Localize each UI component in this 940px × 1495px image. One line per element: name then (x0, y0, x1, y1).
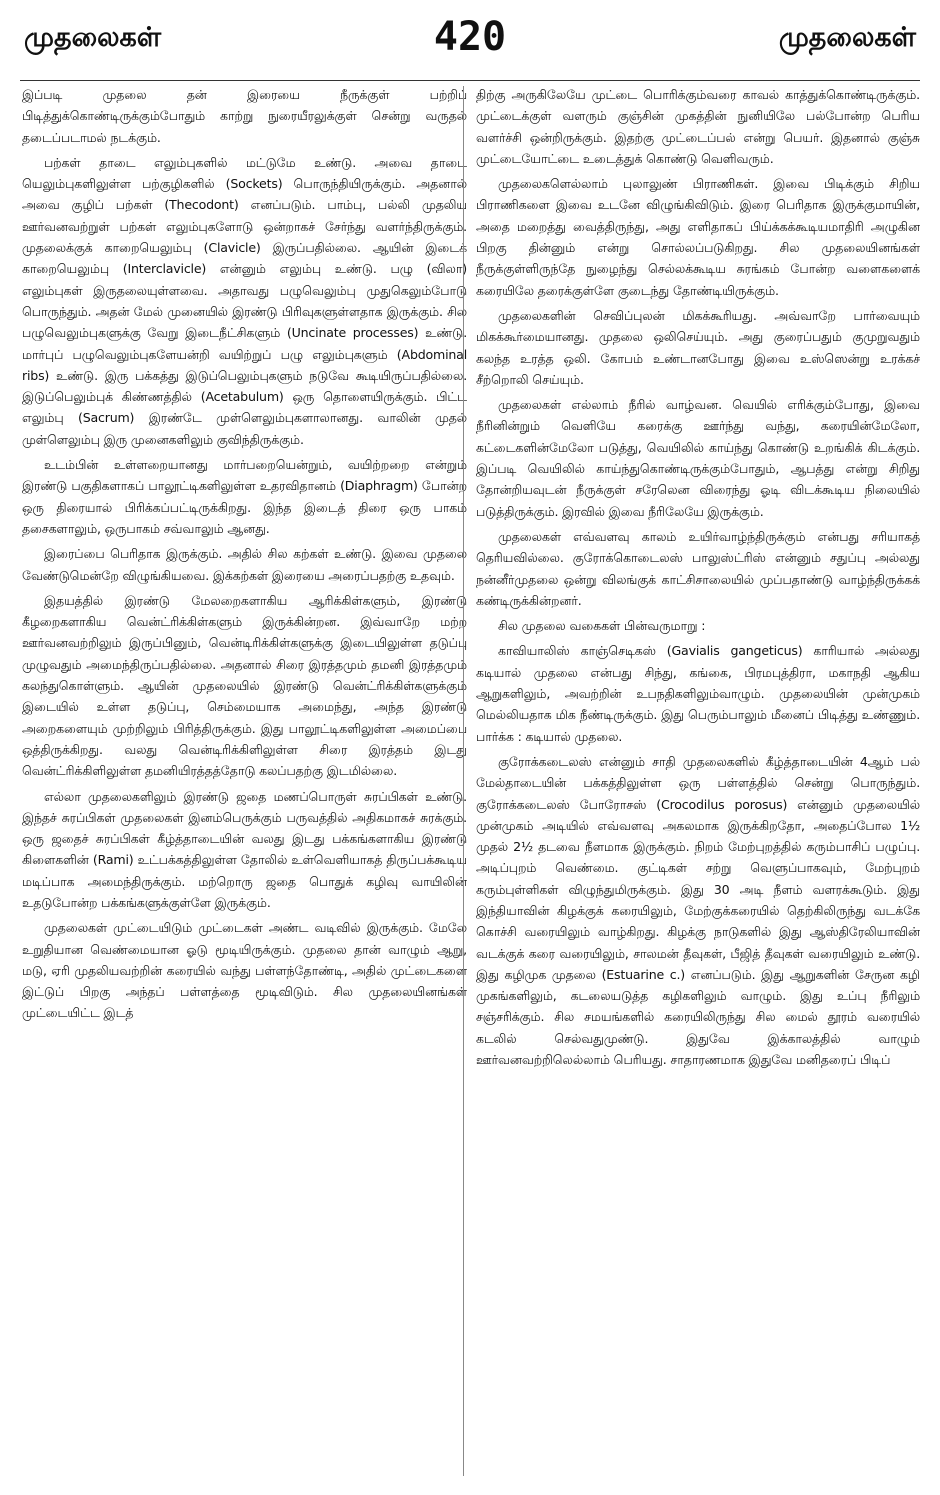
paragraph: காவியாலிஸ் காஞ்செடிகஸ் (Gavialis gangeticus) காரியால் அல்லது கடியால் முதலை என்பது சிந்து, கங்கை, பிரமபுத்திரா, மகாநதி ஆகிய ஆறுகளிலும், அவற்றின் உபநதிகளிலும்வாழும். முதலையின் முன்முகம் மெல்லியதாக மிக நீண்டிருக்கும். இது பெரும்பாலும் மீனைப் பிடித்து உண்ணும். பார்க்க : கடியால் முதலை. (476, 643, 920, 744)
right-column (476, 84, 920, 1484)
paragraph: திற்கு அருகிலேயே முட்டை பொரிக்கும்வரை காவல் காத்துக்கொண்டிருக்கும். முட்டைக்குள் வளரும் குஞ்சின் முகத்தின் நுனியிலே பல்போன்ற பெரிய வளர்ச்சி ஒன்றிருக்கும். இதற்கு முட்டைப்பல் என்று பெயர். இதனால் குஞ்சு முட்டையோட்டை உடைத்துக் கொண்டு வெளிவரும். (476, 87, 920, 166)
column-divider (463, 86, 464, 1476)
paragraph: முதலைகள் எவ்வளவு காலம் உயிர்வாழ்ந்திருக்கும் என்பது சரியாகத் தெரியவில்லை. குரோக்கொடைலஸ் பாலுஸ்ட்ரிஸ் என்னும் சதுப்பு அல்லது நன்னீர்முதலை ஒன்று விலங்குக் காட்சிசாலையில் முப்பதாண்டு வாழ்ந்திருக்கக் கண்டிருக்கின்றனர். (476, 528, 920, 608)
paragraph: எல்லா முதலைகளிலும் இரண்டு ஜதை மணப்பொருள் சுரப்பிகள் உண்டு. இந்தச் சுரப்பிகள் முதலைகள் இனம்பெருக்கும் பருவத்தில் அதிகமாகச் சுரக்கும். ஒரு ஜதைச் சுரப்பிகள் கீழ்த்தாடையின் வலது இடது பக்கங்களாகிய இரண்டு கிளைகளின் (Rami) உட்பக்கத்திலுள்ள தோலில் உள்வெளியாகத் திருப்பக்கூடிய மடிப்பாக அமைந்திருக்கும். மற்றொரு ஜதை பொதுக் கழிவு வாயிலின் உதடுபோன்ற பக்கங்களுக்குள்ளே இருக்கும். (22, 788, 467, 910)
left-column (22, 84, 467, 1484)
paragraph: முதலைகள் எல்லாம் நீரில் வாழ்வன. வெயில் எரிக்கும்போது, இவை நீரினின்றும் வெளியே கரைக்கு ஊர்ந்து வந்து, கரையின்மேலோ, கட்டைகளின்மேலோ படுத்து, வெயிலில் காய்ந்து கொண்டு உறங்கிக் கிடக்கும். இப்படி வெயிலில் காய்ந்துகொண்டிருக்கும்போதும், ஆபத்து என்று சிறிது தோன்றியவுடன் நீருக்குள் சரேலென விரைந்து ஓடி விடக்கூடிய நிலையில் படுத்திருக்கும். இரவில் இவை நீரிலேயே இருக்கும். (476, 397, 920, 519)
paragraph: முதலைகளின் செவிப்புலன் மிகக்கூரியது. அவ்வாறே பார்வையும் மிகக்கூர்மையானது. முதலை ஒலிசெய்யும். அது குரைப்பதும் குமுறுவதும் கலந்த உரத்த ஒலி. கோபம் உண்டானபோது இவை உஸ்ஸென்று உரக்கச் சீற்றொலி செய்யும். (476, 307, 920, 387)
paragraph: முதலைகளெல்லாம் புலாலுண் பிராணிகள். இவை பிடிக்கும் சிறிய பிராணிகளை இவை உடனே விழுங்கிவிடும். இரை பெரிதாக இருக்குமாயின், அதை மறைத்து வைத்திருந்து, அது எளிதாகப் பிய்க்கக்கூடியமாதிரி அழுகின பிறகு தின்னும் என்று சொல்லப்படுகிறது. சில முதலையினங்கள் நீருக்குள்ளிருந்தே நுழைந்து செல்லக்கூடிய சுரங்கம் போன்ற வளைகளைக் கரையிலே தரைக்குள்ளே குடைந்து தோண்டியிருக்கும். (476, 176, 920, 298)
header-rule (20, 80, 920, 81)
paragraph: குரோக்கடைலஸ் என்னும் சாதி முதலைகளில் கீழ்த்தாடையின் 4ஆம் பல் மேல்தாடையின் பக்கத்திலுள்ள ஒரு பள்ளத்தில் சென்று பொருந்தும். குரோக்கடைலஸ் போரோசஸ் (Crocodilus porosus) என்னும் முதலையில் முன்முகம் அடியில் எவ்வளவு அகலமாக இருக்கிறதோ, அதைப்போல 1½ முதல் 2½ தடவை நீளமாக இருக்கும். நிறம் மேற்புறத்தில் கரும்பாசிப் பழுப்பு. அடிப்புறம் வெண்மை. குட்டிகள் சற்று வெளுப்பாகவும், மேற்புறம் கரும்புள்ளிகள் விழுந்துமிருக்கும். இது 30 அடி நீளம் வளரக்கூடும். இது இந்தியாவின் கிழக்குக் கரையிலும், மேற்குக்கரையில் தெற்கிலிருந்து வடக்கே கொச்சி வரையிலும் வாழ்கிறது. கிழக்கு நாடுகளில் இது ஆஸ்திரேலியாவின் வடக்குக் கரை வரையிலும், சாலமன் தீவுகள், பீஜித் தீவுகள் வரையிலும் உண்டு. இது கழிமுக முதலை (Estuarine c.) எனப்படும். இது ஆறுகளின் சேருன கழி முகங்களிலும், கடலையடுத்த கழிகளிலும் வாழும். இது உப்பு நீரிலும் சஞ்சரிக்கும். சில சமயங்களில் கரையிலிருந்து சில மைல் தூரம் வரையில் கடலில் செல்வதுமுண்டு. இதுவே இக்காலத்தில் வாழும் ஊர்வனவற்றிலெல்லாம் பெரியது. சாதாரணமாக இதுவே மனிதரைப் பிடிப் (476, 753, 920, 1068)
running-title-right: முதலைகள் (778, 22, 916, 53)
paragraph: இரைப்பை பெரிதாக இருக்கும். அதில் சில கற்கள் உண்டு. இவை முதலை வேண்டுமென்றே விழுங்கியவை. இக்கற்கள் இரையை அரைப்பதற்கு உதவும். (22, 546, 467, 583)
page-number: 420 (433, 14, 507, 60)
paragraph: இப்படி முதலை தன் இரையை நீருக்குள் பற்றிப் பிடித்துக்கொண்டிருக்கும்போதும் காற்று நுரையீரலுக்குள் சென்று வருதல் தடைப்படாமல் நடக்கும். (22, 87, 467, 145)
paragraph: இதயத்தில் இரண்டு மேலறைகளாகிய ஆரிக்கிள்களும், இரண்டு கீழறைகளாகிய வென்ட்ரிக்கிள்களும் இருக்கின்றன. இவ்வாறே மற்ற ஊர்வனவற்றிலும் இருப்பினும், வென்டிரிக்கிள்களுக்கு இடையிலுள்ள தடுப்பு முழுவதும் அமைந்திருப்பதில்லை. அதனால் சிரை இரத்தமும் தமனி இரத்தமும் கலந்துகொள்ளும். ஆயின் முதலையில் இரண்டு வென்ட்ரிக்கிள்களுக்கும் இடையில் உள்ள தடுப்பு, செம்மையாக அமைந்து, அந்த இரண்டு அறைகளையும் முற்றிலும் பிரித்திருக்கும். இது பாலூட்டிகளிலுள்ள அமைப்பை ஒத்திருக்கிறது. வலது வென்டிரிக்கிளிலுள்ள சிரை இரத்தம் இடது வென்ட்ரிக்கிளிலுள்ள தமனியிரத்தத்தோடு கலப்பதற்கு இடமில்லை. (22, 592, 467, 779)
paragraph: பற்கள் தாடை எலும்புகளில் மட்டுமே உண்டு. அவை தாடை யெலும்புகளிலுள்ள பற்குழிகளில் (Sockets) பொருந்தியிருக்கும். அதனால் அவை குழிப் பற்கள் (Thecodont) எனப்படும். பாம்பு, பல்லி முதலிய ஊர்வனவற்றுள் பற்கள் எலும்புகளோடு ஒன்றாகச் சேர்ந்து வளர்ந்திருக்கும். முதலைக்குக் காறையெலும்பு (Clavicle) இருப்பதில்லை. ஆயின் இடைக் காறையெலும்பு (Interclavicle) என்னும் எலும்பு உண்டு. பழு (விலா) எலும்புகள் இருதலையுள்ளவை. அதாவது பழுவெலும்பு முதுகெலும்போடு பொருந்தும். அதன் மேல் முனையில் இரண்டு பிரிவுகளுள்ளதாக இருக்கும். சில பழுவெலும்புகளுக்கு வேறு இடைநீட்சிகளும் (Uncinate processes) உண்டு. மார்புப் பழுவெலும்புகளேயன்றி வயிற்றுப் பழு எலும்புகளும் (Abdominal ribs) உண்டு. இரு பக்கத்து இடுப்பெலும்புகளும் நடுவே கூடியிருப்பதில்லை. இடுப்பெலும்புக் கிண்ணத்தில் (Acetabulum) ஒரு தொளையிருக்கும். பிட்ட எலும்பு (Sacrum) இரண்டே முள்ளெலும்புகளாலானது. வாலின் முதல் முள்ளெலும்பு இரு முனைகளிலும் குவிந்திருக்கும். (22, 154, 467, 447)
running-title-left: முதலைகள் (24, 22, 162, 53)
paragraph: முதலைகள் முட்டையிடும் முட்டைகள் அண்ட வடிவில் இருக்கும். மேலே உறுதியான வெண்மையான ஓடு மூடியிருக்கும். முதலை தான் வாழும் ஆறு, மடு, ஏரி முதலியவற்றின் கரையில் வந்து பள்ளந்தோண்டி, அதில் முட்டைகளை இட்டுப் பிறகு அந்தப் பள்ளத்தை மூடிவிடும். சில முதலையினங்கள் முட்டையிட்ட இடத் (22, 920, 467, 1021)
paragraph: சில முதலை வகைகள் பின்வருமாறு : (498, 618, 706, 634)
page-header (24, 14, 916, 64)
paragraph: உடம்பின் உள்ளறையானது மார்பறையென்றும், வயிற்றறை என்றும் இரண்டு பகுதிகளாகப் பாலூட்டிகளிலுள்ள உதரவிதானம் (Diaphragm) போன்ற ஒரு திரையால் பிரிக்கப்பட்டிருக்கிறது. இந்த இடைத் திரை ஒரு பாகம் தசைகளாலும், ஒருபாகம் சவ்வாலும் ஆனது. (22, 457, 467, 536)
